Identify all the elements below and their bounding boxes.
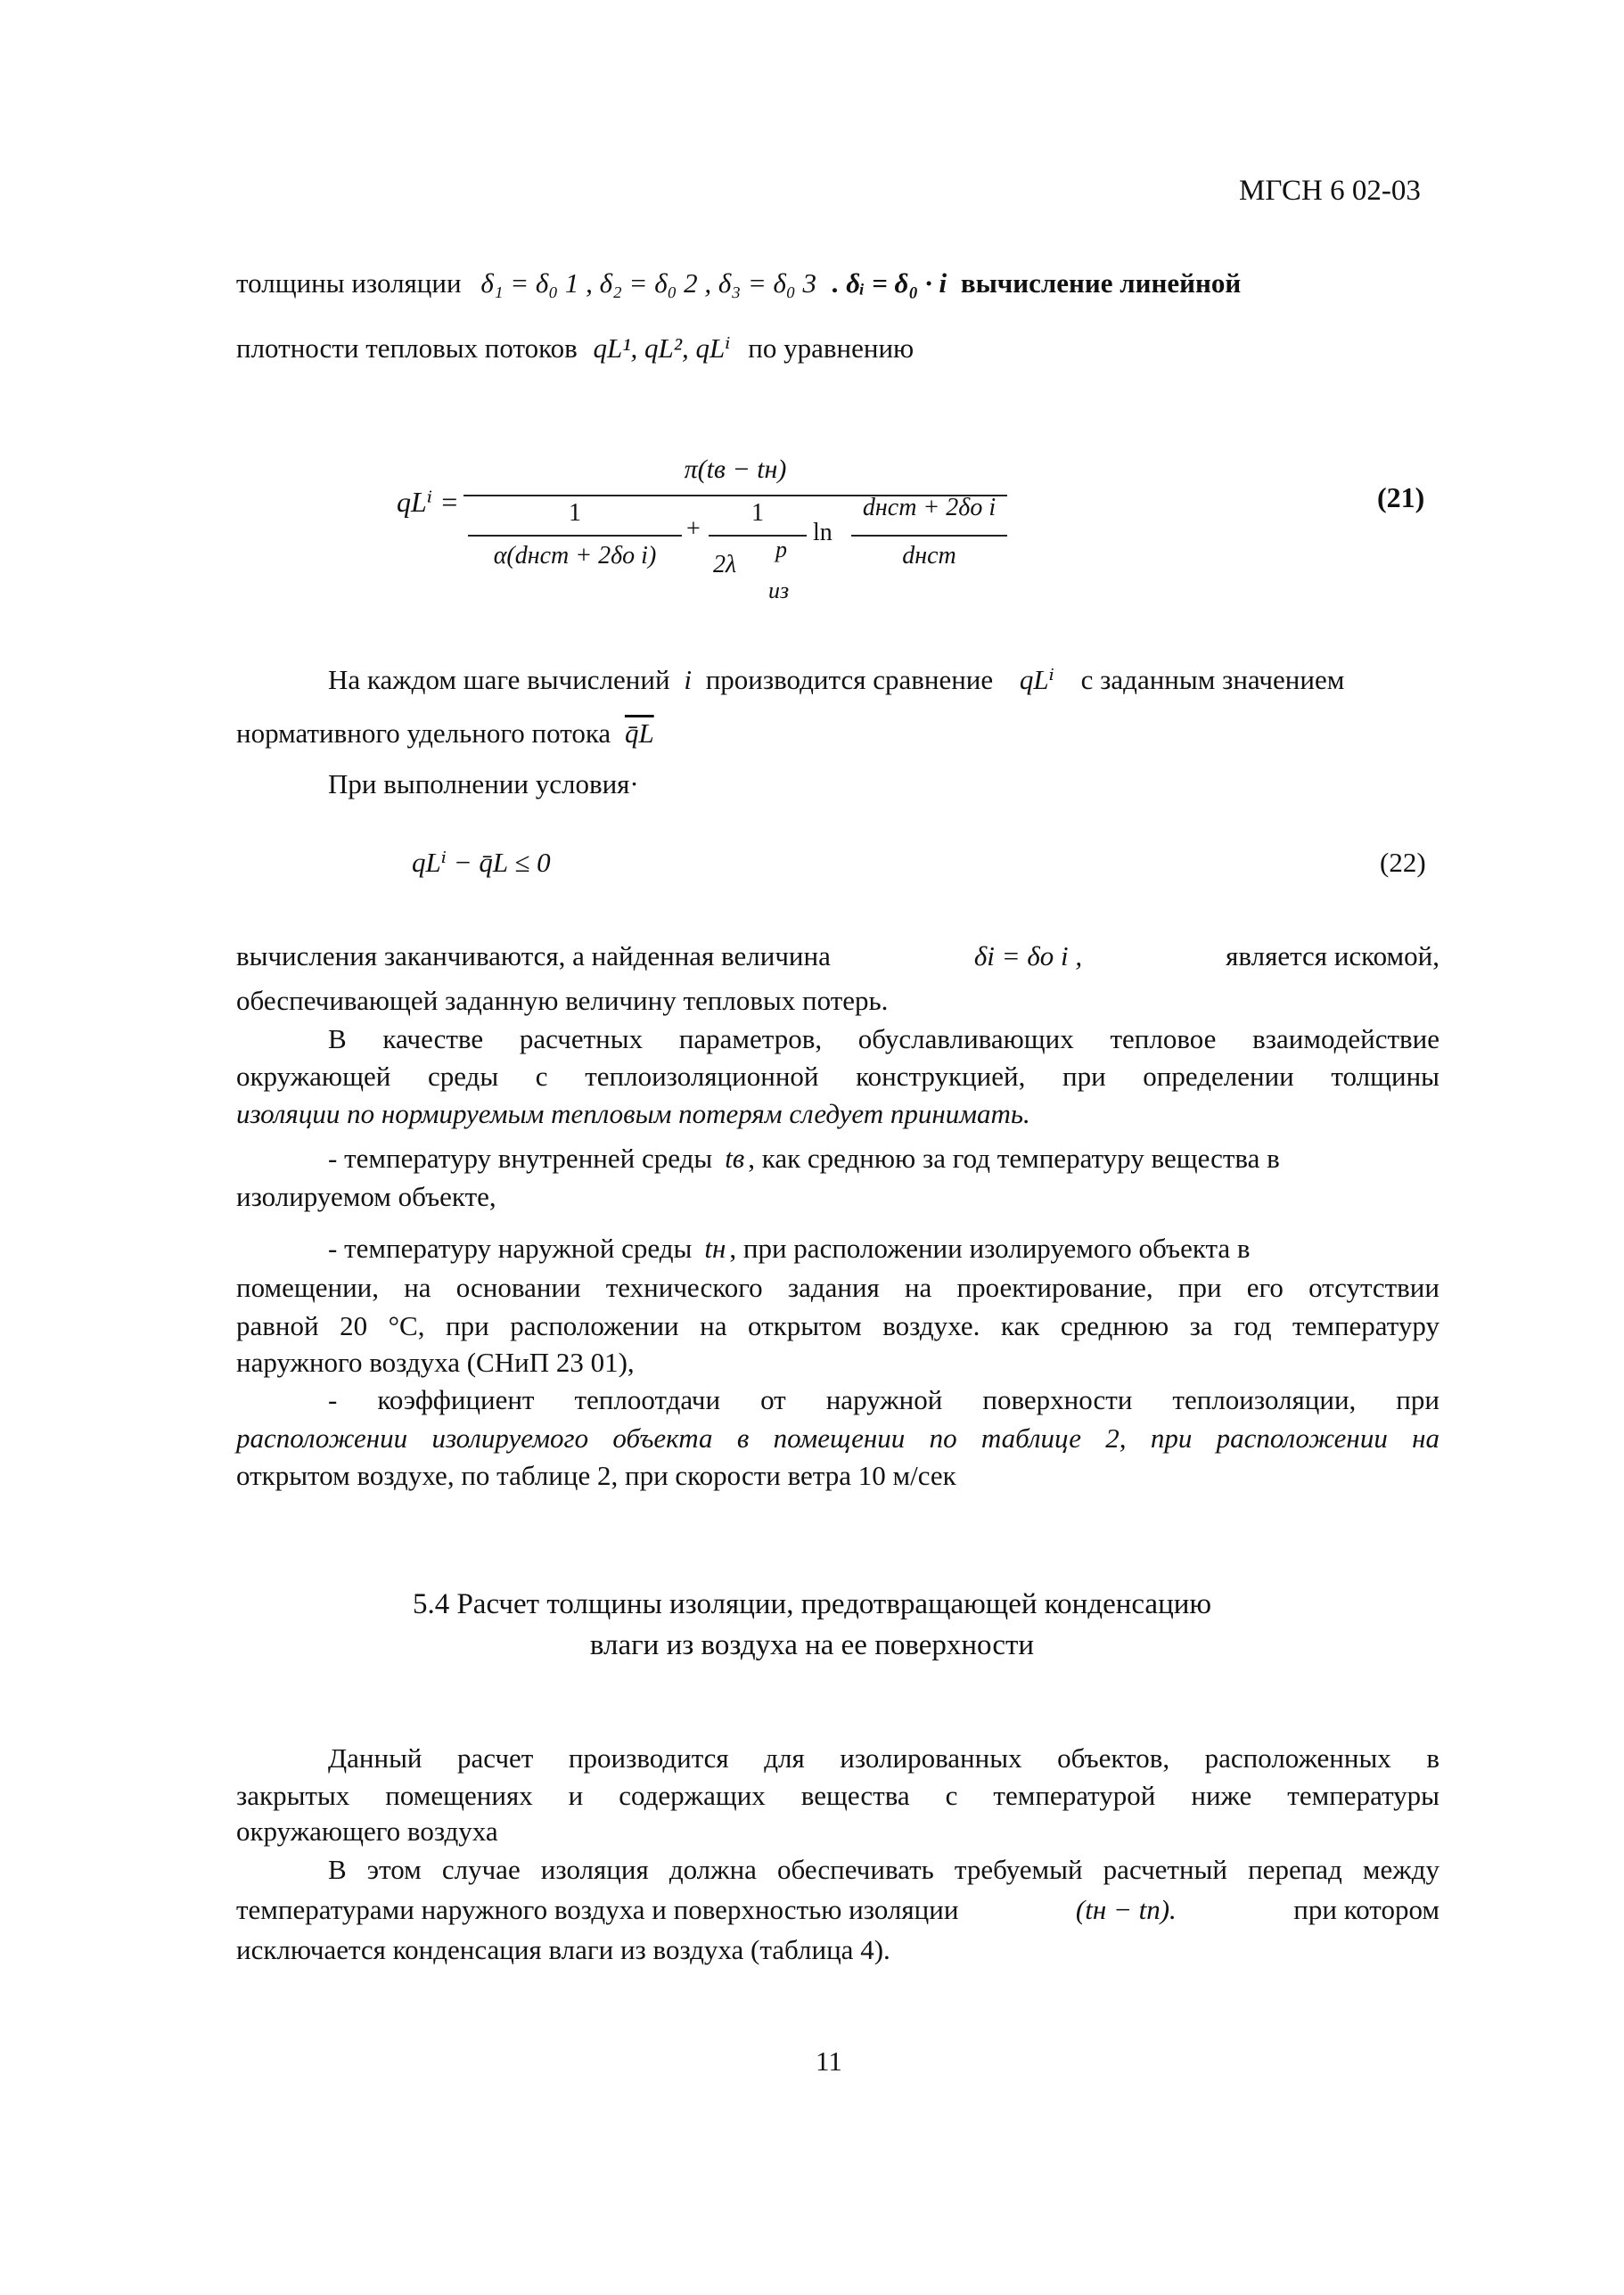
bullet2-text: , при расположении изолируемого объекта в xyxy=(729,1233,1251,1264)
para3-text: вычисления заканчиваются, а найденная величина xyxy=(236,940,831,971)
intro-text: толщины изоляции xyxy=(236,267,462,299)
para6-line-2 xyxy=(236,1894,1439,1926)
eq21-term2-denominator: 2λ xyxy=(713,551,737,578)
intro-text: плотности тепловых потоков xyxy=(236,332,578,364)
para4-line-3: изоляции по нормируемым тепловым потерям следует принимать. xyxy=(236,1098,1030,1129)
inner-temp-symbol: tв xyxy=(725,1143,745,1174)
eq21-term2-numerator: 1 xyxy=(751,499,764,527)
para5-line-2: закрытых помещениях и содержащих вещества с температурой ниже температуры xyxy=(236,1780,1439,1811)
iteration-index: i xyxy=(684,664,692,695)
heat-flux-symbol: qLⁱ xyxy=(1019,664,1054,695)
intro-line-2 xyxy=(236,332,914,365)
eq21-term3-numerator: dнст + 2δо i xyxy=(862,494,997,521)
eq22-number: (22) xyxy=(1380,847,1426,878)
eq21-term1-bar xyxy=(468,535,682,537)
para6-line-1: В этом случае изоляция должна обеспечивать требуемый расчетный перепад между xyxy=(328,1854,1439,1885)
thickness-formula: δi = δo i , xyxy=(973,940,1083,971)
eq21-term1-numerator: 1 xyxy=(569,499,581,527)
intro-text: вычисление линейной xyxy=(960,267,1242,299)
para1-line-1 xyxy=(328,664,1344,696)
bullet2-line-1 xyxy=(328,1233,1439,1265)
para6-text: температурами наружного воздуха и поверхностью изоляции xyxy=(236,1894,959,1925)
para6-text: при котором xyxy=(1293,1894,1439,1925)
para4-line-1: В качестве расчетных параметров, обуславливающих тепловое взаимодействие xyxy=(328,1023,1439,1054)
temp-difference-symbol: (tн − tп). xyxy=(1075,1894,1177,1925)
bullet1-text: - температуру внутренней среды xyxy=(328,1143,713,1174)
doc-code-header: МГСН 6 02-03 xyxy=(1239,175,1421,207)
bullet3-line-1: - коэффициент теплоотдачи от наружной поверхности теплоизоляции, при xyxy=(328,1384,1439,1415)
thickness-general-formula: . δᵢ = δ₀ · i xyxy=(832,267,947,299)
bullet2-line-2: помещении, на основании технического задания на проектирование, при его отсутствии xyxy=(236,1272,1439,1303)
para1-line-2 xyxy=(236,717,654,750)
para4-line-2: окружающей среды с теплоизоляционной конструкцией, при определении толщины xyxy=(236,1061,1439,1092)
eq21-number: (21) xyxy=(1377,481,1425,513)
para3-text: является искомой, xyxy=(1226,940,1439,971)
bullet3-line-3: открытом воздухе, по таблице 2, при скорости ветра 10 м/сек xyxy=(236,1460,956,1491)
section-title-line-2: влаги из воздуха на ее поверхности xyxy=(589,1629,1035,1661)
para2: При выполнении условия· xyxy=(328,768,639,799)
eq21-lhs: qLⁱ = xyxy=(397,486,459,518)
eq21-term3-bar xyxy=(851,535,1007,537)
eq21-numerator: π(tв − tн) xyxy=(684,455,787,484)
para1-text: На каждом шаге вычислений xyxy=(328,664,670,695)
bullet2-line-3: равной 20 °С, при расположении на открытом воздухе. как среднюю за год температуру xyxy=(236,1310,1439,1341)
eq21-term2-sub-top: p xyxy=(775,537,787,562)
eq21-term2-sub-bottom: из xyxy=(768,578,790,603)
bullet1-text: , как среднюю за год температуру вещества в xyxy=(748,1143,1280,1174)
section-title-line-1: 5.4 Расчет толщины изоляции, предотвращающей конденсацию xyxy=(412,1588,1212,1620)
para5-line-1: Данный расчет производится для изолированных объектов, расположенных в xyxy=(328,1742,1439,1774)
eq21-term1-denominator: α(dнст + 2δо i) xyxy=(493,542,657,570)
page-number: 11 xyxy=(816,2045,842,2077)
eq21-ln: ln xyxy=(813,519,833,546)
para1-text: производится сравнение xyxy=(705,664,994,695)
para3-line-2: обеспечивающей заданную величину тепловых потерь. xyxy=(236,985,889,1016)
eq21-term2-bar xyxy=(709,535,807,537)
para5-line-3: окружающего воздуха xyxy=(236,1816,498,1847)
bullet2-line-4: наружного воздуха (СНиП 23 01), xyxy=(236,1347,635,1378)
para6-line-3: исключается конденсация влаги из воздуха (таблица 4). xyxy=(236,1934,890,1965)
intro-text: по уравнению xyxy=(748,332,915,364)
bullet1-line-2: изолируемом объекте, xyxy=(236,1181,496,1212)
normative-flux-symbol: q̄L xyxy=(624,717,654,749)
eq21-plus: + xyxy=(686,515,701,543)
eq21-term3-denominator: dнст xyxy=(902,542,956,570)
thickness-formulas: δ₁ = δ₀ 1 , δ₂ = δ₀ 2 , δ₃ = δ₀ 3 xyxy=(480,267,816,299)
heat-flux-symbols: qL¹, qL², qLⁱ xyxy=(593,332,731,364)
intro-line-1 xyxy=(236,267,1439,299)
bullet2-text: - температуру наружной среды xyxy=(328,1233,693,1264)
para1-text: нормативного удельного потока xyxy=(236,717,611,749)
bullet1-line-1 xyxy=(328,1143,1439,1175)
para3-line-1 xyxy=(236,940,1439,972)
eq22-formula: qLⁱ − q̄L ≤ 0 xyxy=(412,847,551,878)
bullet3-line-2: расположении изолируемого объекта в помещении по таблице 2, при расположении на xyxy=(236,1422,1439,1454)
para1-text: с заданным значением xyxy=(1080,664,1345,695)
outer-temp-symbol: tн xyxy=(704,1233,726,1264)
